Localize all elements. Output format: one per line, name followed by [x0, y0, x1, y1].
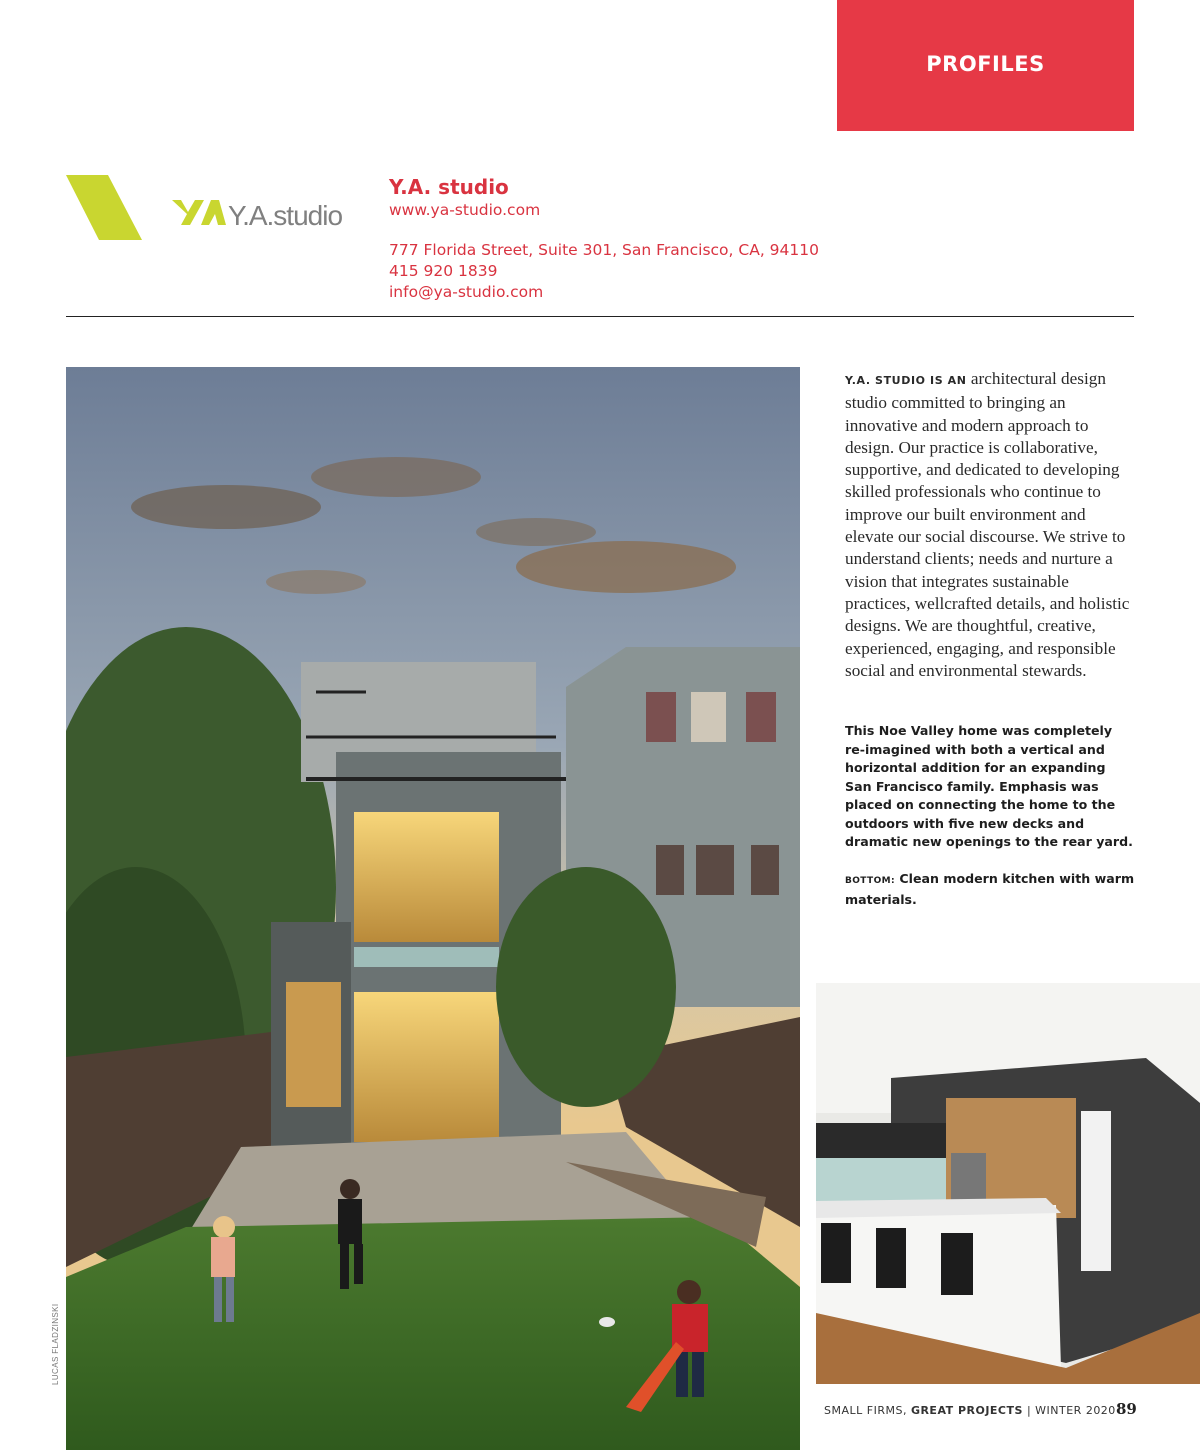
firm-logo	[66, 170, 366, 245]
kitchen-photo	[816, 983, 1200, 1384]
footer-issue: WINTER 2020	[1035, 1404, 1116, 1417]
page-footer	[824, 1404, 1116, 1417]
firm-email-link[interactable]: info@ya-studio.com	[389, 283, 544, 301]
photo-credit: LUCAS FLADZINSKI	[51, 1303, 60, 1385]
logo-wordmark: Y.A.studio	[228, 200, 343, 231]
firm-name: Y.A. studio	[389, 175, 509, 199]
footer-prefix: SMALL FIRMS,	[824, 1404, 907, 1417]
footer-separator: |	[1026, 1404, 1032, 1417]
house-exterior-photo	[66, 367, 800, 1450]
article-body-text: architectural design studio committed to bringing an innovative and modern approach to design. Our practice is collaborative, supportive, and dedicated to developing skilled professionals who continue to improve our built environment and elevate our social discourse. We strive to understand clients; needs and nurture a vision that integrates sustainable practices, wellcrafted details, and holistic designs. We are thoughtful, creative, experienced, engaging, and responsible social and environmental stewards.	[845, 369, 1130, 680]
article-body	[845, 368, 1135, 682]
footer-publication: GREAT PROJECTS	[910, 1404, 1023, 1417]
firm-address: 777 Florida Street, Suite 301, San Francisco, CA, 94110	[389, 241, 819, 259]
page-number: 89	[1116, 1400, 1137, 1418]
header-divider	[66, 316, 1134, 317]
photo-caption-text: Clean modern kitchen with warm materials.	[845, 871, 1135, 907]
section-tab	[837, 0, 1134, 131]
firm-phone: 415 920 1839	[389, 262, 498, 280]
photo-caption	[845, 870, 1135, 909]
project-caption: This Noe Valley home was completely re-imagined with both a vertical and horizontal addition for an expanding San Francisco family. Emphasis was placed on connecting the home to the outdoors with five new decks and dramatic new openings to the rear yard.	[845, 723, 1133, 849]
photo-caption-label: BOTTOM:	[845, 876, 896, 886]
contact-block	[389, 174, 819, 303]
article-lead: Y.A. STUDIO IS AN	[845, 374, 967, 387]
section-tab-label: PROFILES	[926, 52, 1045, 76]
firm-website-link[interactable]: www.ya-studio.com	[389, 201, 541, 219]
